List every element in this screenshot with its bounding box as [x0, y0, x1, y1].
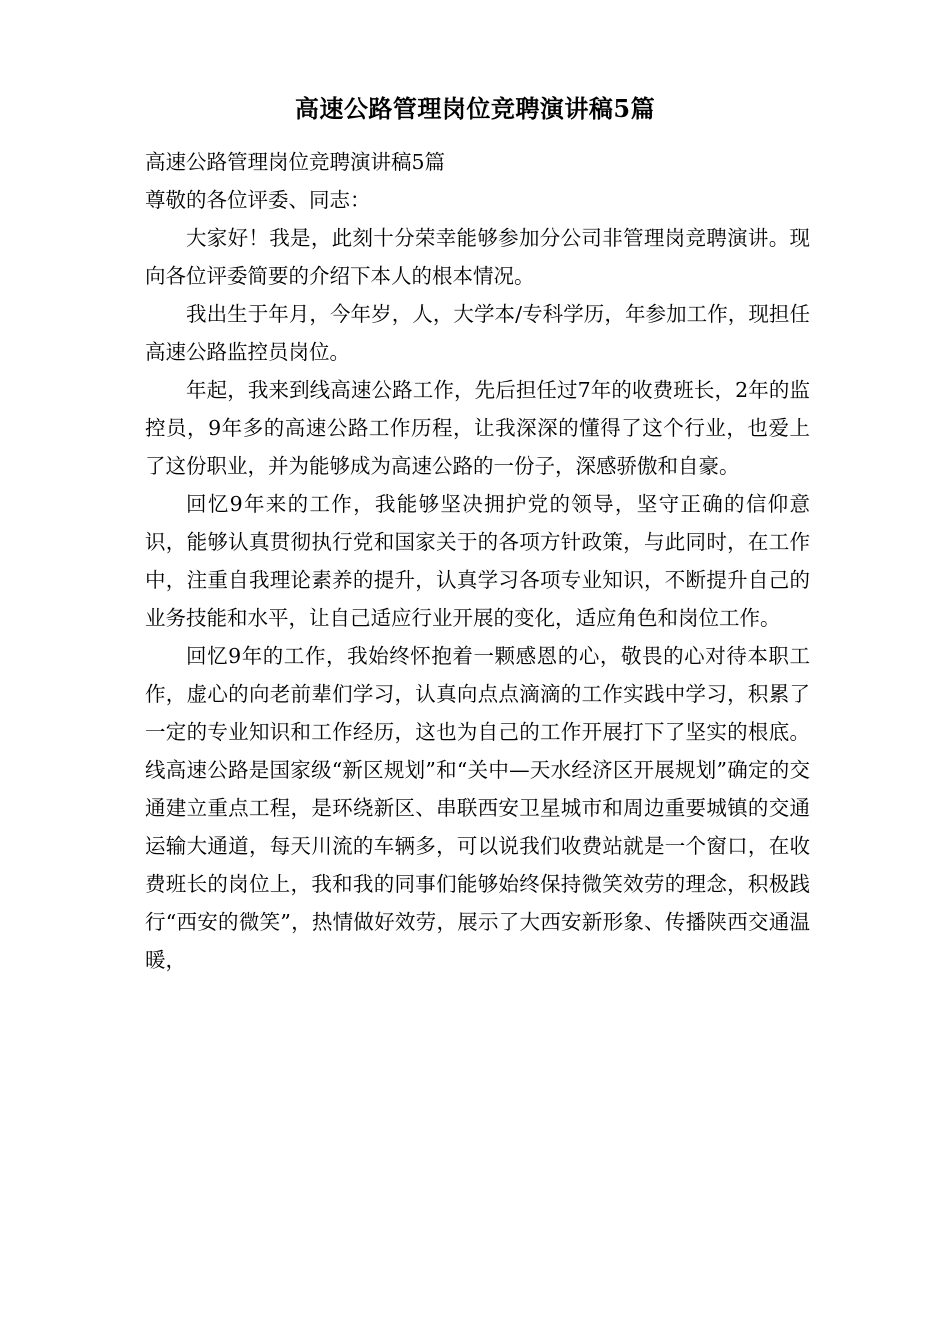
- document-body: [145, 143, 810, 979]
- salutation: 尊敬的各位评委、同志：: [145, 188, 371, 212]
- paragraph-2: 我出生于年月，今年岁，人，大学本/专科学历，年参加工作，现担任高速公路监控员岗位。: [145, 302, 810, 364]
- document-title: 高速公路管理岗位竞聘演讲稿5篇: [294, 94, 656, 123]
- paragraph-1: 大家好！我是，此刻十分荣幸能够参加分公司非管理岗竞聘演讲。现向各位评委简要的介绍下本人的根本情况。: [145, 226, 810, 288]
- paragraph-3: 年起，我来到线高速公路工作，先后担任过7年的收费班长，2年的监控员，9年多的高速公路工作历程，让我深深的懂得了这个行业，也爱上了这份职业，并为能够成为高速公路的一份子，深感骄傲和自豪。: [145, 378, 810, 478]
- document-subtitle: 高速公路管理岗位竞聘演讲稿5篇: [145, 150, 446, 174]
- paragraph-4: 回忆9年来的工作，我能够坚决拥护党的领导，坚守正确的信仰意识，能够认真贯彻执行党和国家关于的各项方针政策，与此同时，在工作中，注重自我理论素养的提升，认真学习各项专业知识，不断提升自己的业务技能和水平，让自己适应行业开展的变化，适应角色和岗位工作。: [145, 492, 810, 630]
- paragraph-5: 回忆9年的工作，我始终怀抱着一颗感恩的心，敬畏的心对待本职工作，虚心的向老前辈们学习，认真向点点滴滴的工作实践中学习，积累了一定的专业知识和工作经历，这也为自己的工作开展打下了坚实的根底。线高速公路是国家级“新区规划”和“关中—天水经济区开展规划”确定的交通建立重点工程，是环绕新区、串联西安卫星城市和周边重要城镇的交通运输大通道，每天川流的车辆多，可以说我们收费站就是一个窗口，在收费班长的岗位上，我和我的同事们能够始终保持微笑效劳的理念，积极践行“西安的微笑”，热情做好效劳，展示了大西安新形象、传播陕西交通温暖，: [145, 644, 810, 972]
